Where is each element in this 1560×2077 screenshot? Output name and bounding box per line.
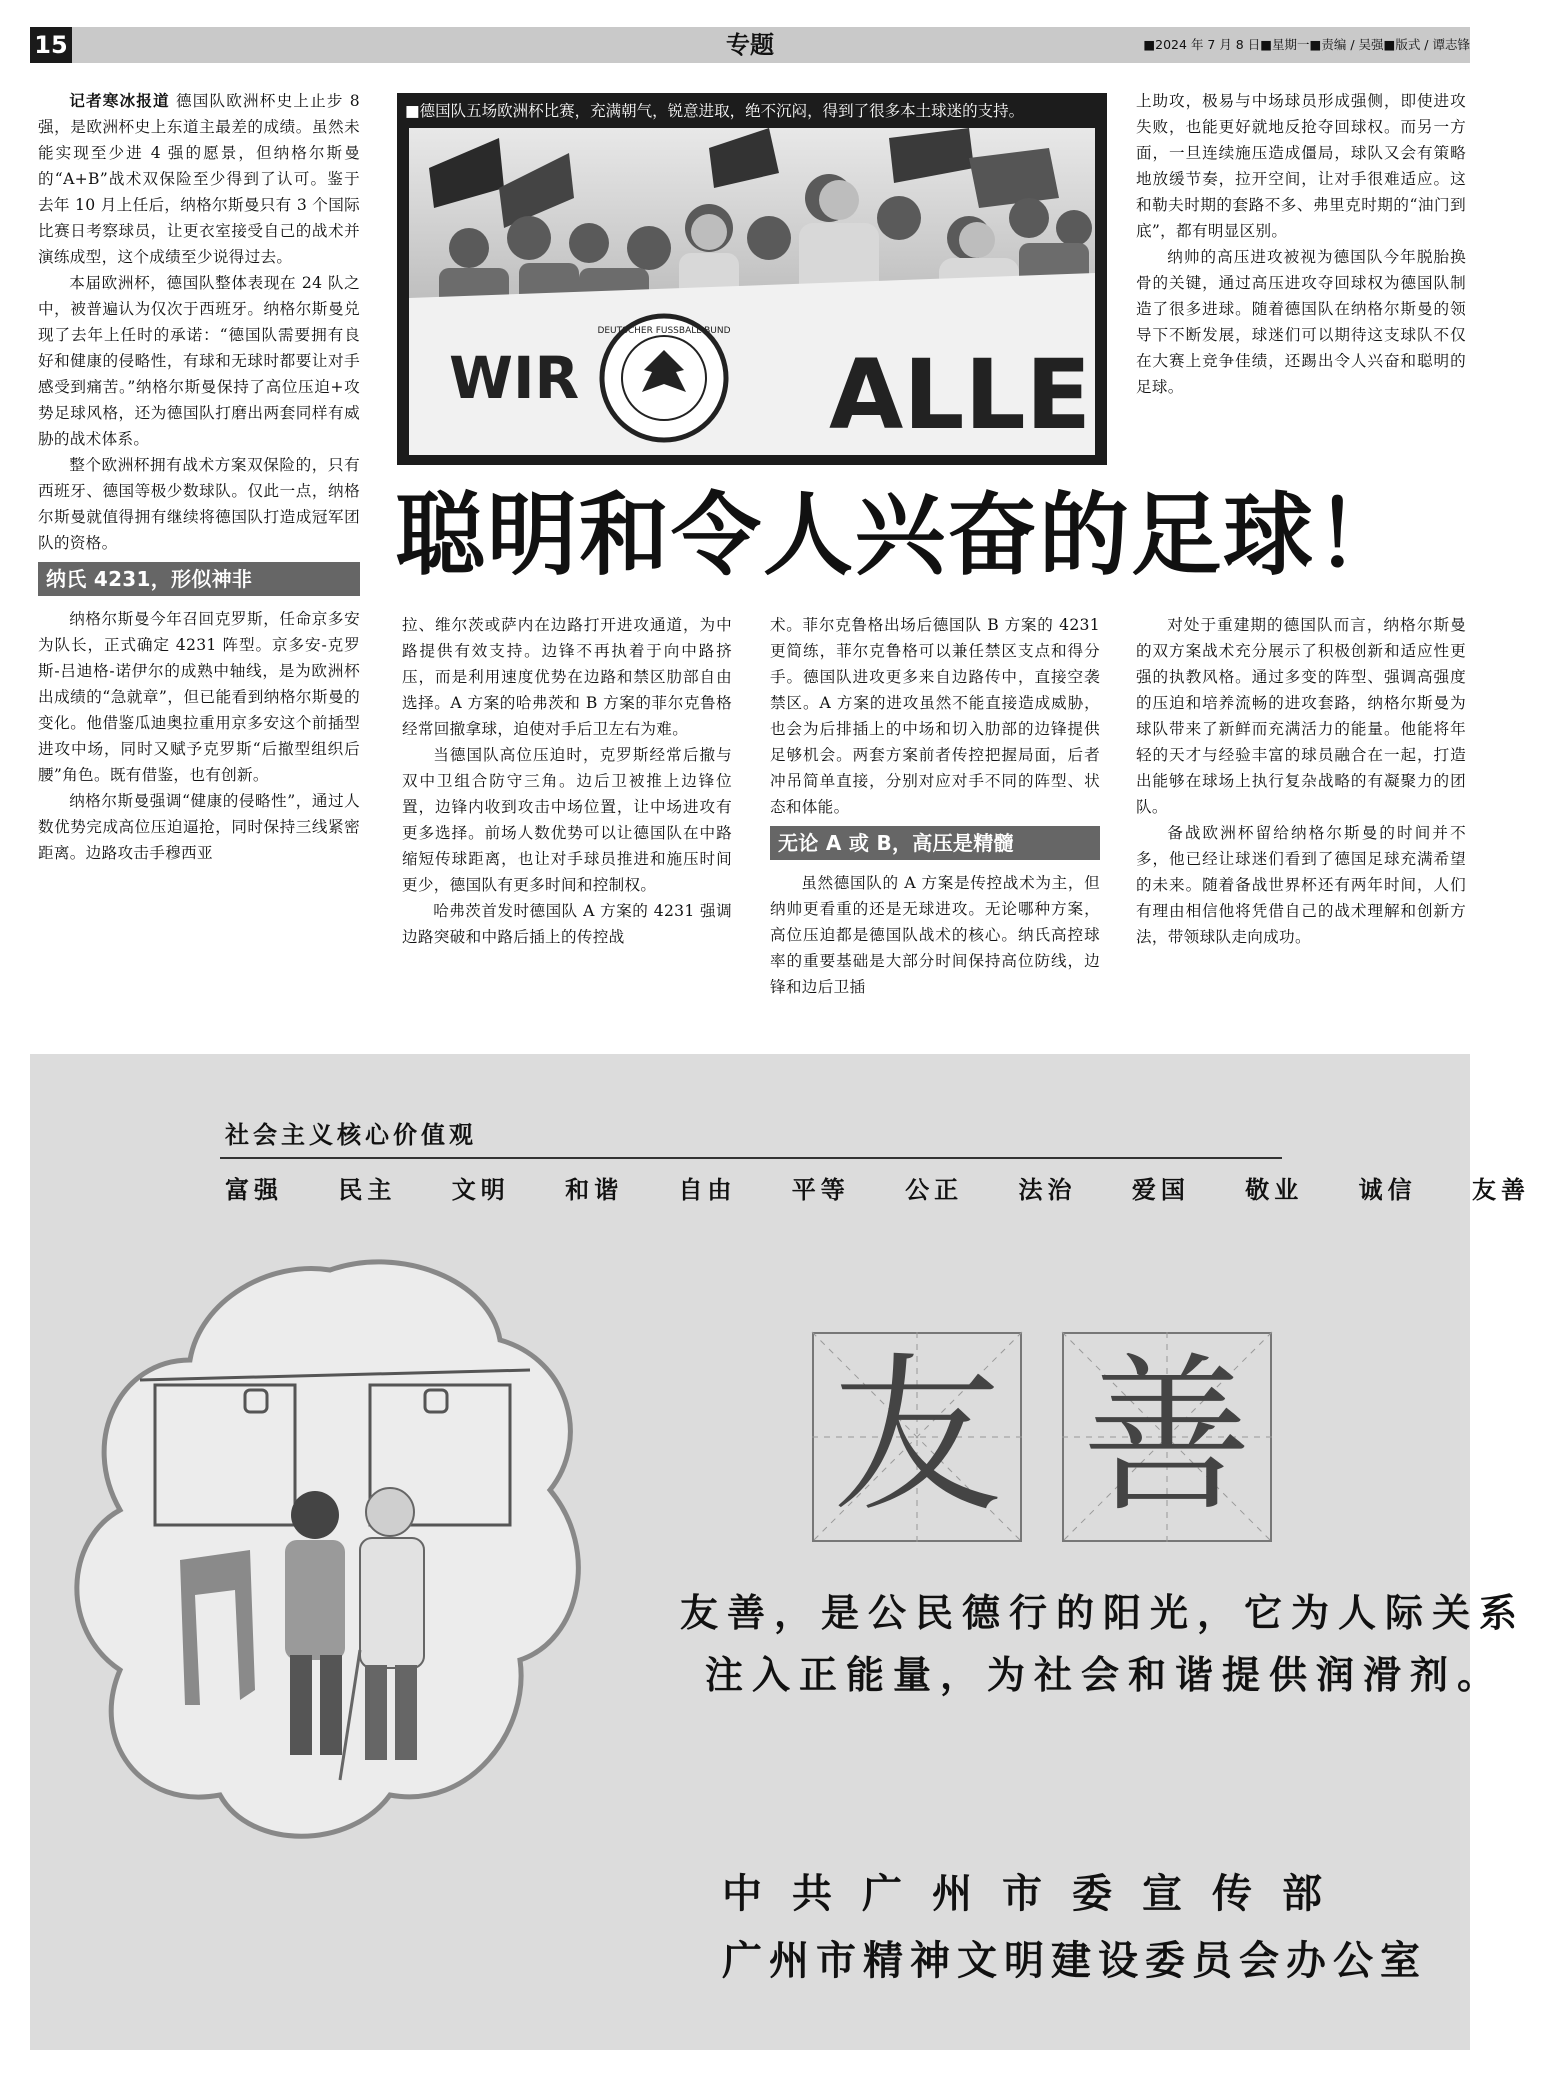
calligraphy-box-2 xyxy=(1062,1332,1272,1542)
paragraph: 拉、维尔茨或萨内在边路打开进攻通道，为中路提供有效支持。边锋不再执着于向中路挤压，而是利用速度优势在边路和禁区肋部自由选择。A 方案的哈弗茨和 B 方案的菲尔克鲁格经常回撤拿球，迫使对手后卫左右为难。 xyxy=(402,616,732,738)
paragraph: 德国队欧洲杯史上止步 8 强，是欧洲杯史上东道主最差的成绩。虽然未能实现至少进 4 强的愿景，但纳格尔斯曼的“A+B”战术双保险至少得到了认可。鉴于去年 10 月上任后，纳格尔斯曼只有 3 个国际比赛日考察球员，让更衣室接受自己的战术并演练成型，这个成绩至少说得过去。 xyxy=(38,92,360,266)
elder-body xyxy=(360,1538,424,1668)
value-tag: 和谐 xyxy=(565,1176,624,1204)
slogan-line: 注入正能量，为社会和谐提供润滑剂。 xyxy=(705,1653,1505,1697)
bus-seat-illustration xyxy=(70,1250,590,1850)
value-tag: 敬业 xyxy=(1245,1176,1304,1204)
paragraph: 整个欧洲杯拥有战术方案双保险的，只有西班牙、德国等极少数球队。仅此一点，纳格尔斯曼就值得拥有继续将德国队打造成冠军团队的资格。 xyxy=(38,456,360,552)
calligraphy-char: 友 xyxy=(831,1338,1002,1536)
article-column-2 xyxy=(402,612,732,950)
paragraph: 本届欧洲杯，德国队整体表现在 24 队之中，被普遍认为仅次于西班牙。纳格尔斯曼兑现了去年上任时的承诺：“德国队需要拥有良好和健康的侵略性，有球和无球时都要让对手感受到痛苦。”纳格尔斯曼保持了高位压迫+攻势足球风格，还为德国队打磨出两套同样有威胁的战术体系。 xyxy=(38,274,360,448)
paragraph: 纳帅的高压进攻被视为德国队今年脱胎换骨的关键，通过高压进攻夺回球权为德国队制造了很多进球。随着德国队在纳格尔斯曼的领导下不断发展，球迷们可以期待这支球队不仅在大赛上竞争佳绩，还踢出令人兴奋和聪明的足球。 xyxy=(1136,248,1466,396)
value-tag: 爱国 xyxy=(1131,1176,1190,1204)
value-tag: 自由 xyxy=(678,1176,737,1204)
paragraph: 当德国队高位压迫时，克罗斯经常后撤与双中卫组合防守三角。边后卫被推上边锋位置，边锋内收到攻击中场位置，让中场进攻有更多选择。前场人数优势可以让德国队在中路缩短传球距离，也让对手球员推进和施压时间更少，德国队有更多时间和控制权。 xyxy=(402,746,732,894)
article-column-4 xyxy=(1136,88,1466,400)
page-number: 15 xyxy=(30,27,72,63)
article-column-3 xyxy=(770,612,1100,1000)
value-tag: 平等 xyxy=(791,1176,850,1204)
dateline: ■2024 年 7 月 8 日■星期一■责编 / 吴强■版式 / 谭志锋 xyxy=(1143,37,1470,52)
section-title: 专题 xyxy=(726,31,774,59)
sponsor-org: 中共广州市委宣传部 xyxy=(722,1871,1352,1917)
slogan-line: 友善，是公民德行的阳光，它为人际关系 xyxy=(680,1591,1527,1635)
paragraph: 备战欧洲杯留给纳格尔斯曼的时间并不多，他已经让球迷们看到了德国足球充满希望的未来。随着备战世界杯还有两年时间，人们有理由相信他将凭借自己的战术理解和创新方法，带领球队走向成功。 xyxy=(1136,824,1466,946)
paragraph: 虽然德国队的 A 方案是传控战术为主，但纳帅更看重的还是无球进攻。无论哪种方案，高位压迫都是德国队战术的核心。纳氏高控球率的重要基础是大部分时间保持高位防线，边锋和边后卫插 xyxy=(770,874,1100,996)
elder-head xyxy=(366,1488,414,1536)
subheading-1: 纳氏 4231，形似神非 xyxy=(38,562,360,596)
paragraph: 纳格尔斯曼强调“健康的侵略性”，通过人数优势完成高位压迫逼抢，同时保持三线紧密距离。边路攻击手穆西亚 xyxy=(38,792,360,862)
banner-text-left: WIR xyxy=(449,344,580,412)
paragraph: 对处于重建期的德国队而言，纳格尔斯曼的双方案战术充分展示了积极创新和适应性更强的执教风格。通过多变的阵型、强调高强度的压迫和培养流畅的进攻套路，纳格尔斯曼为球队带来了新鲜而充满活力的能量。他能将年轻的天才与经验丰富的球员融合在一起，打造出能够在球场上执行复杂战略的有凝聚力的团队。 xyxy=(1136,616,1466,816)
byline: 记者寒冰报道 xyxy=(69,92,170,110)
value-tag: 友善 xyxy=(1471,1176,1530,1204)
calligraphy-box-1 xyxy=(812,1332,1022,1542)
article-column-4-lower xyxy=(1136,612,1466,950)
divider xyxy=(220,1157,1282,1159)
sponsor-org: 广州市精神文明建设委员会办公室 xyxy=(722,1938,1427,1984)
photo-caption: ■德国队五场欧洲杯比赛，充满朝气，锐意进取，绝不沉闷，得到了很多本土球迷的支持。 xyxy=(405,102,1025,120)
paragraph: 术。菲尔克鲁格出场后德国队 B 方案的 4231 更简练，菲尔克鲁格可以兼任禁区支点和得分手。德国队进攻更多来自边路传中，直接空袭禁区。A 方案的进攻虽然不能直接造成威胁，也会为后排插上的中场和切入肋部的边锋提供足够机会。两套方案前者传控把握局面，后者冲吊简单直接，分别对应对手不同的阵型、状态和体能。 xyxy=(770,616,1100,816)
paragraph: 上助攻，极易与中场球员形成强侧，即使进攻失败，也能更好就地反抢夺回球权。而另一方面，一旦连续施压造成僵局，球队又会有策略地放缓节奏，拉开空间，让对手很难适应。这和勒夫时期的套路不多、弗里克时期的“油门到底”，都有明显区别。 xyxy=(1136,92,1466,240)
calligraphy-char: 善 xyxy=(1081,1338,1252,1536)
core-values-title: 社会主义核心价值观 xyxy=(225,1121,477,1149)
value-tag: 诚信 xyxy=(1358,1176,1417,1204)
subheading-2: 无论 A 或 B，高压是精髓 xyxy=(770,826,1100,860)
article-column-1 xyxy=(38,88,360,866)
fans-photo xyxy=(409,128,1095,455)
value-tag: 法治 xyxy=(1018,1176,1077,1204)
crest-text: DEUTSCHER FUSSBALL BUND xyxy=(597,326,731,336)
banner-text-right: ALLE xyxy=(829,339,1092,451)
paragraph: 哈弗茨首发时德国队 A 方案的 4231 强调边路突破和中路后插上的传控战 xyxy=(402,902,732,946)
youth-head xyxy=(291,1491,339,1539)
headline: 聪明和令人兴奋的足球！ xyxy=(395,482,1407,588)
value-tag: 民主 xyxy=(338,1176,397,1204)
value-tag: 富强 xyxy=(225,1176,283,1204)
value-tag: 文明 xyxy=(451,1176,510,1204)
value-tag: 公正 xyxy=(905,1176,964,1204)
paragraph: 纳格尔斯曼今年召回克罗斯，任命京多安为队长，正式确定 4231 阵型。京多安-克罗斯-吕迪格-诺伊尔的成熟中轴线，是为欧洲杯出成绩的“急就章”，但已能看到纳格尔斯曼的变化。他借鉴瓜迪奥拉重用京多安这个前插型进攻中场，同时又赋予克罗斯“后撤型组织后腰”角色。既有借鉴，也有创新。 xyxy=(38,610,360,784)
core-values-list xyxy=(225,1170,1560,1205)
youth-body xyxy=(285,1540,345,1660)
